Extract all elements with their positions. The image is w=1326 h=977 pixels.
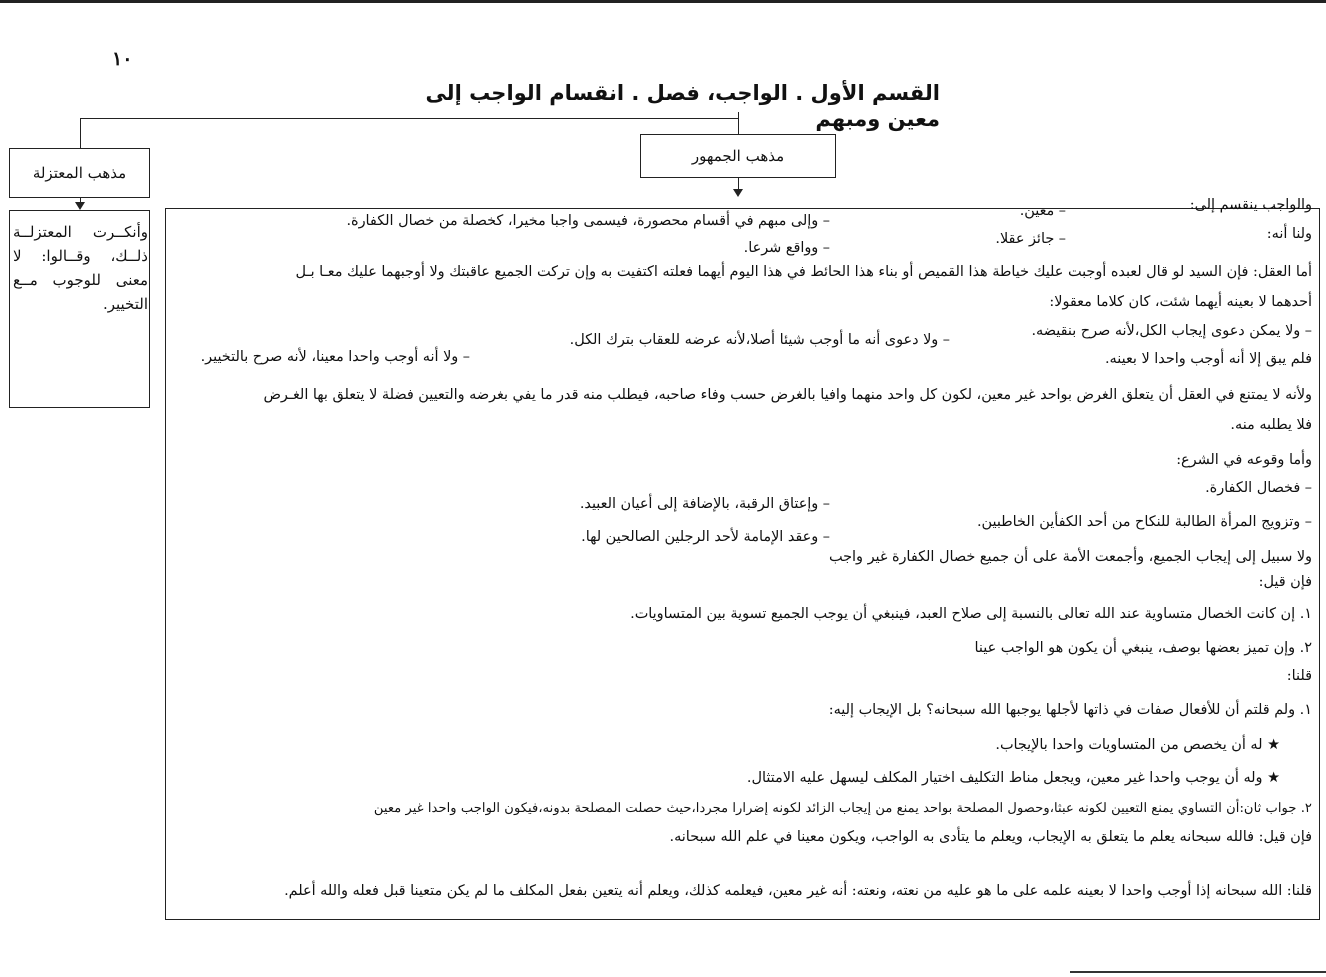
line-6-left: – ولا أنه أوجب واحدا معينا، لأنه صرح بالتخيير.	[200, 349, 470, 365]
bottom-rule	[1070, 971, 1326, 973]
line-22: فإن قيل: فالله سبحانه يعلم ما يتعلق به الإيجاب، ويعلم ما يتأدى به الواجب، ويكون معينا في علم الله سبحانه.	[669, 829, 1312, 845]
top-rule	[0, 0, 1326, 3]
jumhur-label: مذهب الجمهور	[691, 147, 785, 165]
line-5-left: – ولا دعوى أنه ما أوجب شيئا أصلا،لأنه عرضه للعقاب بترك الكل.	[569, 332, 950, 348]
line-1-mid: – معين.	[1019, 203, 1066, 219]
line-13: ولا سبيل إلى إيجاب الجميع، وأجمعت الأمة على أن جميع خصال الكفارة غير واجب	[829, 549, 1312, 565]
line-2-right: ولنا أنه:	[1266, 226, 1312, 242]
connector-left-down	[80, 118, 81, 148]
mutazila-text: وأنكــرت المعتزلــة ذلــك، وقــالوا: لا معنى للوجوب مــع التخيير.	[13, 223, 148, 313]
line-1-left: – وإلى مبهم في أقسام محصورة، فيسمى واجبا مخيرا، كخصلة من خصال الكفارة.	[346, 213, 830, 229]
line-6-right: فلم يبق إلا أنه أوجب واحدا لا بعينه.	[1104, 351, 1312, 367]
line-9: وأما وقوعه في الشرع:	[1176, 452, 1312, 468]
connector-right-down	[738, 112, 739, 134]
mutazila-box	[9, 148, 150, 198]
line-8: فلا يطلبه منه.	[1230, 417, 1312, 433]
line-15: ١. إن كانت الخصال متساوية عند الله تعالى بالنسبة إلى صلاح العبد، فينبغي أن يوجب الجميع تسوية بين المتساويات.	[630, 606, 1312, 622]
line-11-left: – وإعتاق الرقبة، بالإضافة إلى أعيان العبيد.	[579, 496, 830, 512]
line-17: قلنا:	[1286, 668, 1312, 684]
line-23: قلنا: الله سبحانه إذا أوجب واحدا لا بعينه علمه على ما هو عليه من نعته، ونعته: أنه غير معين، فيعلمه كذلك، ويعلم أنه يتعين بفعل المكلف ما لم يكن متعينا قبل فعله والله أعلم.	[284, 883, 1312, 899]
line-4: أحدهما لا بعينه أيهما شئت، كان كلاما معقولا:	[1049, 294, 1312, 310]
line-19: ★ له أن يخصص من المتساويات واحدا بالإيجاب.	[995, 737, 1280, 753]
line-16: ٢. وإن تميز بعضها بوصف، ينبغي أن يكون هو الواجب عينا	[974, 640, 1312, 656]
page-number: ١٠	[112, 48, 133, 70]
line-5-right: – ولا يمكن دعوى إيجاب الكل،لأنه صرح بنقيضه.	[1031, 323, 1312, 339]
line-1-right: والواجب ينقسم إلى:	[1189, 197, 1312, 213]
line-7: ولأنه لا يمتنع في العقل أن يتعلق الغرض بواحد غير معين، لكون كل واحد منهما وافيا بالغرض حسب وفاء صاحبه، فيطلب منه قدر ما يفي بغرضه والتعيين فضلة لا يتعلق بها الغـرض	[263, 387, 1312, 403]
line-14: فإن قيل:	[1258, 574, 1312, 590]
line-12: – وعقد الإمامة لأحد الرجلين الصالحين لها.	[581, 529, 830, 545]
line-21: ٢. جواب ثان:أن التساوي يمنع التعيين لكونه عبثا،وحصول المصلحة بواحد يمنع من إيجاب الزائد لكونه إضرارا مجردا،حيث حصلت المصلحة بدونه،فيكون الواجب واحدا غير معين	[373, 801, 1312, 816]
line-20: ★ وله أن يوجب واحدا غير معين، ويجعل مناط التكليف اختيار المكلف ليسهل عليه الامتثال.	[746, 770, 1280, 786]
jumhur-box	[640, 134, 836, 178]
line-10: – فخصال الكفارة.	[1205, 480, 1312, 496]
line-2-left: – وواقع شرعا.	[743, 240, 830, 256]
mutazila-label: مذهب المعتزلة	[32, 164, 127, 182]
arrow-down-icon	[733, 189, 743, 197]
line-3: أما العقل: فإن السيد لو قال لعبده أوجبت عليك خياطة هذا القميص أو بناء هذا الحائط في هذا اليوم أيهما فعلته اكتفيت به وإن تركت الجميع عاقبتك ولا أوجبهما عليك معـا بـل	[295, 264, 1312, 280]
connector-top	[80, 118, 738, 119]
page-title: القسم الأول . الواجب، فصل . انقسام الواجب إلى معين ومبهم	[425, 81, 940, 131]
line-18: ١. ولم قلتم أن للأفعال صفات في ذاتها لأجلها يوجبها الله سبحانه؟ بل الإيجاب إليه:	[828, 702, 1312, 718]
line-11-right: – وتزويج المرأة الطالبة للنكاح من أحد الكفأين الخاطبين.	[976, 514, 1312, 530]
line-2-mid: – جائز عقلا.	[995, 231, 1066, 247]
arrow-down-icon	[75, 202, 85, 210]
